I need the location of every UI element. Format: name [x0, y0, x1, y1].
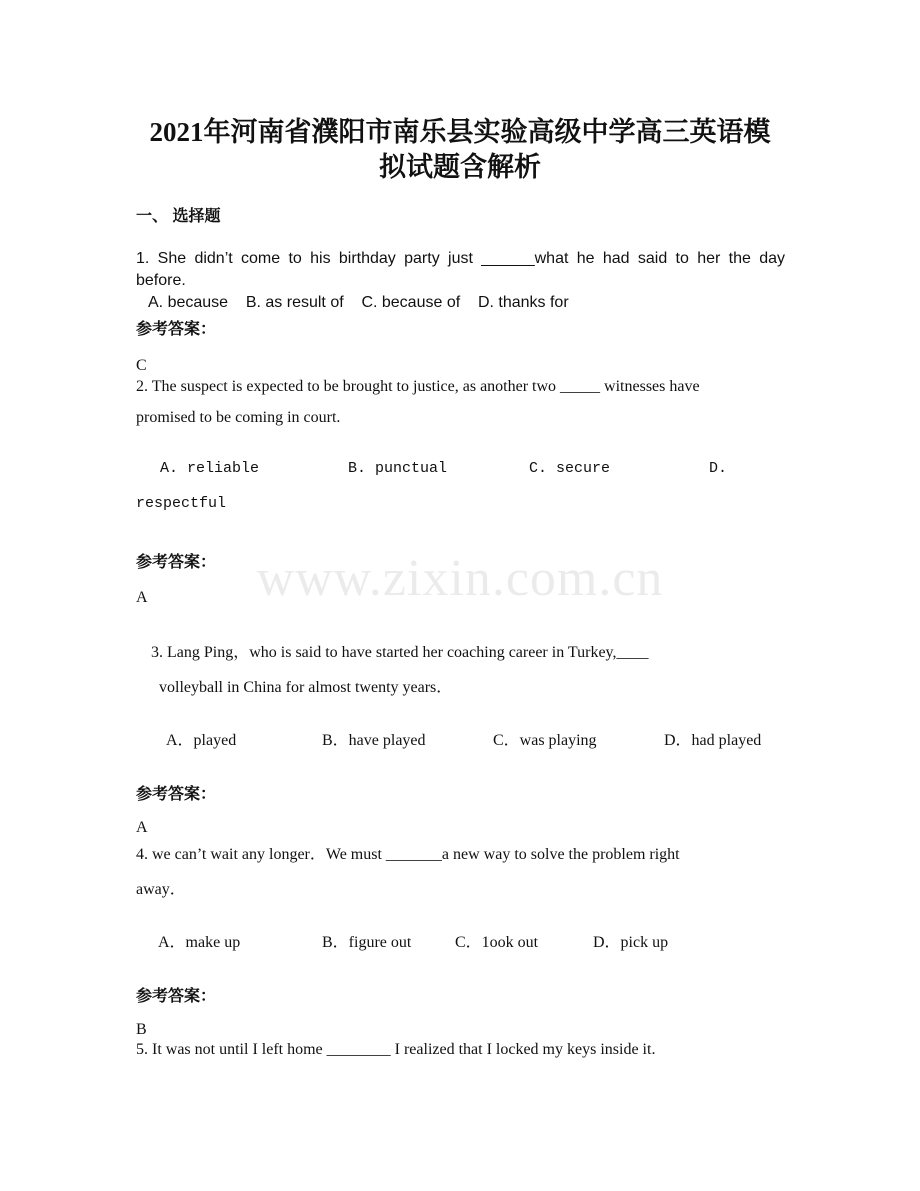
answer-2: A — [136, 589, 148, 606]
question-5-stem-line1: 5. It was not until I left home ________ I realized that I locked my keys inside it. — [136, 1041, 656, 1058]
question-3-stem-line2: volleyball in China for almost twenty years． — [159, 679, 453, 696]
question-3-option-b: B．have played — [322, 732, 426, 749]
document-title-line1: 2021年河南省濮阳市南乐县实验高级中学高三英语模 — [149, 117, 771, 147]
question-2-stem-line1: 2. The suspect is expected to be brought to justice, as another two _____ witnesses have — [136, 378, 700, 395]
question-4-option-b: B．figure out — [322, 934, 412, 951]
answer-3: A — [136, 819, 148, 836]
answer-1: C — [136, 357, 147, 374]
question-4-option-c: C．1ook out — [455, 934, 539, 951]
question-2-stem-line2: promised to be coming in court. — [136, 409, 341, 426]
document-title-line2: 拟试题含解析 — [379, 152, 541, 182]
answer-label-3: 参考答案： — [136, 786, 217, 803]
watermark: www.zixin.com.cn — [256, 550, 664, 607]
question-2-option-b: B. punctual — [348, 460, 448, 477]
question-2-option-a: A. reliable — [160, 460, 260, 477]
question-4-option-d: D．pick up — [593, 934, 669, 951]
question-1-stem-line1: 1. She didn’t come to his birthday party just ______what he had said to her the day — [136, 250, 785, 267]
answer-label-1: 参考答案： — [136, 321, 217, 338]
question-3-stem-line1: 3. Lang Ping，who is said to have started her coaching career in Turkey,____ — [151, 644, 649, 661]
question-3-option-d: D．had played — [664, 732, 762, 749]
section-heading: 一、 选择题 — [136, 208, 221, 225]
answer-label-2: 参考答案： — [136, 554, 217, 571]
question-3-option-a: A．played — [166, 732, 237, 749]
answer-label-4: 参考答案： — [136, 988, 217, 1005]
question-4-stem-line1: 4. we can’t wait any longer．We must _______a new way to solve the problem right — [136, 846, 680, 863]
question-4-stem-line2: away． — [136, 881, 186, 898]
question-4-option-a: A．make up — [158, 934, 241, 951]
answer-4: B — [136, 1021, 147, 1038]
question-3-option-c: C．was playing — [493, 732, 597, 749]
question-1-options: A. because B. as result of C. because of D. thanks for — [148, 294, 569, 311]
question-1-stem-line2: before. — [136, 272, 186, 289]
question-2-option-d-text: respectful — [136, 495, 227, 512]
question-2-option-c: C. secure — [529, 460, 611, 477]
question-2-option-d: D. — [709, 460, 728, 477]
